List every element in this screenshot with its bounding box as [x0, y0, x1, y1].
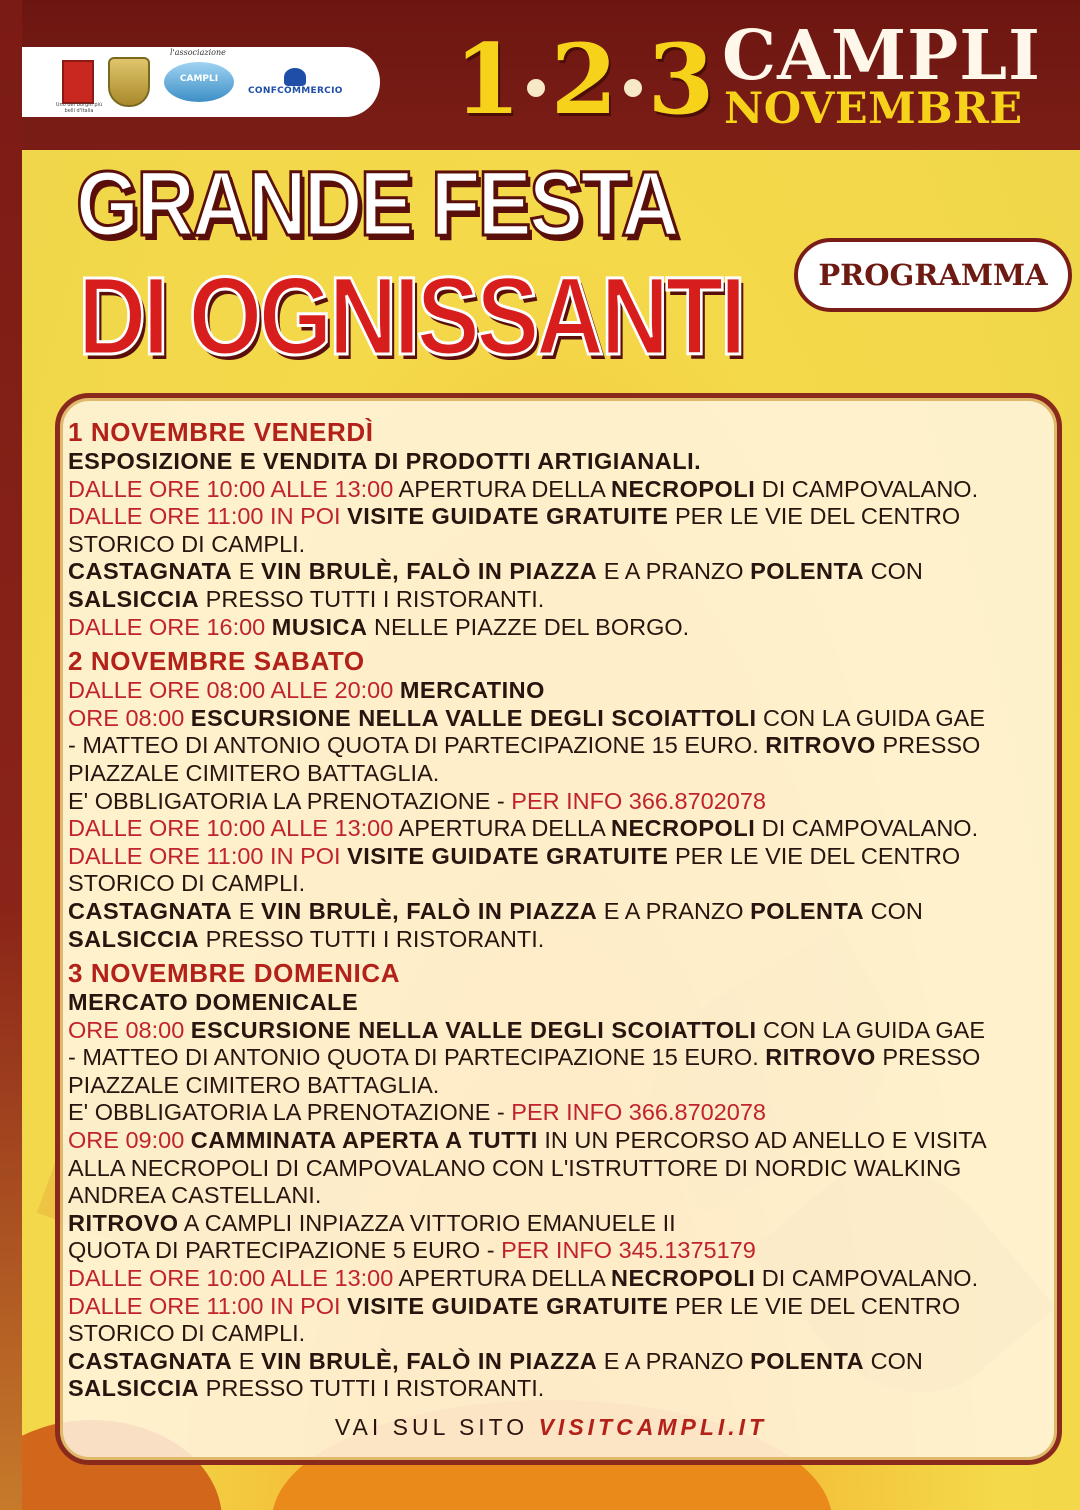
text-segment: CASTAGNATA	[68, 897, 233, 924]
text-segment: E' OBBLIGATORIA LA PRENOTAZIONE -	[68, 1099, 512, 1126]
program-line	[68, 677, 1028, 705]
text-segment: CAMMINATA APERTA A TUTTI	[190, 1127, 538, 1154]
program-line	[68, 1044, 1028, 1072]
text-segment: VISITE GUIDATE GRATUITE	[347, 1292, 669, 1319]
left-border-strip	[0, 0, 22, 1510]
text-segment: VAI SUL SITO	[334, 1414, 539, 1440]
text-segment: E	[232, 1347, 261, 1374]
website-footer	[22, 1414, 1080, 1441]
date-day-1: 1	[454, 23, 521, 136]
text-segment: RITROVO	[765, 1044, 876, 1071]
text-segment: CON	[864, 1347, 923, 1374]
program-line: ANDREA CASTELLANI.	[68, 1182, 322, 1209]
text-segment: PER INFO 366.8702078	[511, 787, 767, 814]
text-segment: DALLE ORE 08:00 ALLE 20:00	[68, 677, 400, 704]
text-segment: RITROVO	[765, 732, 876, 759]
program-line	[68, 1099, 1028, 1127]
text-segment: CASTAGNATA	[68, 1347, 233, 1374]
text-segment: DALLE ORE 10:00 ALLE 13:00	[68, 815, 394, 842]
event-title-line1: GRANDE FESTA	[76, 153, 678, 255]
text-segment: DI CAMPOVALANO.	[755, 815, 979, 842]
text-segment: PRESSO TUTTI I RISTORANTI.	[199, 585, 545, 612]
program-line	[68, 843, 1028, 871]
text-segment: PRESSO TUTTI I RISTORANTI.	[199, 1375, 545, 1402]
text-segment: VIN BRULÈ, FALÒ IN PIAZZA	[261, 558, 598, 585]
text-segment: E A PRANZO	[597, 897, 751, 924]
text-segment: - MATTEO DI ANTONIO QUOTA DI PARTECIPAZIONE 15 EURO.	[68, 732, 766, 759]
program-line	[68, 788, 1028, 816]
text-segment: RITROVO	[68, 1209, 179, 1236]
sponsor-logos	[22, 47, 380, 117]
text-segment: DALLE ORE 16:00	[68, 613, 272, 640]
program-content	[68, 412, 1028, 1403]
text-segment: DALLE ORE 11:00 IN POI	[68, 503, 348, 530]
town-name: CAMPLI	[722, 16, 1041, 96]
day-heading: 3 NOVEMBRE DOMENICA	[68, 958, 401, 989]
text-segment: NECROPOLI	[611, 815, 756, 842]
program-line: STORICO DI CAMPLI.	[68, 530, 306, 557]
program-line	[68, 503, 1028, 531]
month-name: NOVEMBRE	[724, 84, 1023, 134]
text-segment: NECROPOLI	[611, 1265, 756, 1292]
text-segment: ESCURSIONE NELLA VALLE DEGLI SCOIATTOLI	[190, 1016, 757, 1043]
text-segment: VISITE GUIDATE GRATUITE	[347, 503, 669, 530]
text-segment: DALLE ORE 11:00 IN POI	[68, 842, 348, 869]
program-line	[68, 705, 1028, 733]
text-segment: POLENTA	[750, 558, 865, 585]
day-heading: 1 NOVEMBRE VENERDÌ	[68, 417, 374, 447]
text-segment: APERTURA DELLA	[393, 1265, 612, 1292]
program-line	[68, 926, 1028, 954]
programma-badge: PROGRAMMA	[794, 238, 1072, 312]
text-segment: ORE 09:00	[68, 1127, 191, 1154]
chestnut-icon	[624, 79, 642, 97]
eagle-icon	[284, 68, 306, 86]
text-segment: CON	[864, 897, 923, 924]
program-line: PIAZZALE CIMITERO BATTAGLIA.	[68, 1071, 440, 1098]
text-segment: E A PRANZO	[597, 1347, 751, 1374]
text-segment: DALLE ORE 11:00 IN POI	[68, 1292, 348, 1319]
program-line: PIAZZALE CIMITERO BATTAGLIA.	[68, 759, 440, 786]
campli-crest-logo	[108, 57, 150, 107]
event-dates	[454, 20, 714, 140]
text-segment: QUOTA DI PARTECIPAZIONE 5 EURO -	[68, 1237, 502, 1264]
program-line	[68, 1017, 1028, 1045]
text-segment: PER LE VIE DEL CENTRO	[668, 1292, 961, 1319]
program-line	[68, 1348, 1028, 1376]
associazione-logo	[164, 48, 234, 102]
text-segment: PER INFO 366.8702078	[511, 1099, 767, 1126]
text-segment: Uno dei Borghi più belli d'Italia	[55, 102, 103, 114]
text-segment: CASTAGNATA	[68, 558, 233, 585]
text-segment: E A PRANZO	[597, 558, 751, 585]
text-segment: A CAMPLI INPIAZZA VITTORIO EMANUELE II	[178, 1209, 676, 1236]
text-segment: E' OBBLIGATORIA LA PRENOTAZIONE -	[68, 787, 512, 814]
program-line: MERCATO DOMENICALE	[68, 989, 359, 1016]
text-segment: ESCURSIONE NELLA VALLE DEGLI SCOIATTOLI	[190, 704, 757, 731]
text-segment: DI CAMPOVALANO.	[755, 475, 979, 502]
text-segment: CON	[864, 558, 923, 585]
program-line	[68, 1375, 1028, 1403]
program-line	[68, 476, 1028, 504]
text-segment: PRESSO	[875, 732, 981, 759]
date-day-3: 3	[647, 23, 715, 136]
text-segment: APERTURA DELLA	[393, 475, 612, 502]
text-segment: PRESSO	[875, 1044, 981, 1071]
text-segment: PER INFO 345.1375179	[501, 1237, 756, 1264]
text-segment: MUSICA	[271, 613, 368, 640]
confcommercio-logo	[248, 68, 343, 96]
text-segment: IN UN PERCORSO AD ANELLO E VISITA	[537, 1127, 987, 1154]
text-segment: ORE 08:00	[68, 1016, 191, 1043]
text-segment: POLENTA	[750, 897, 865, 924]
text-segment: l'associazione	[170, 48, 226, 57]
text-segment: E	[232, 558, 261, 585]
text-segment: PER LE VIE DEL CENTRO	[668, 503, 961, 530]
text-segment: VIN BRULÈ, FALÒ IN PIAZZA	[261, 897, 598, 924]
program-line	[68, 1237, 1028, 1265]
program-line: STORICO DI CAMPLI.	[68, 1320, 306, 1347]
text-segment: - MATTEO DI ANTONIO QUOTA DI PARTECIPAZIONE 15 EURO.	[68, 1044, 766, 1071]
program-line	[68, 558, 1028, 586]
text-segment: VISITE GUIDATE GRATUITE	[347, 842, 669, 869]
text-segment: DALLE ORE 10:00 ALLE 13:00	[68, 1265, 394, 1292]
day-heading: 2 NOVEMBRE SABATO	[68, 646, 365, 677]
text-segment: NELLE PIAZZE DEL BORGO.	[367, 613, 690, 640]
chestnut-icon	[527, 79, 545, 97]
text-segment: SALSICCIA	[68, 925, 200, 952]
text-segment: CON LA GUIDA GAE	[756, 704, 986, 731]
program-line	[68, 1210, 1028, 1238]
event-title-line2: DI OGNISSANTI	[78, 255, 743, 378]
text-segment: NECROPOLI	[611, 475, 756, 502]
text-segment: SALSICCIA	[68, 1375, 200, 1402]
text-segment: DALLE ORE 10:00 ALLE 13:00	[68, 475, 394, 502]
website-link[interactable]: VISITCAMPLI.IT	[538, 1414, 768, 1440]
program-line	[68, 815, 1028, 843]
text-segment: CON LA GUIDA GAE	[756, 1016, 986, 1043]
program-line	[68, 1127, 1028, 1155]
borghi-logo	[55, 60, 103, 114]
program-line	[68, 1265, 1028, 1293]
text-segment: VIN BRULÈ, FALÒ IN PIAZZA	[261, 1347, 598, 1374]
program-line: STORICO DI CAMPLI.	[68, 870, 306, 897]
text-segment: ORE 08:00	[68, 704, 191, 731]
text-segment: APERTURA DELLA	[393, 815, 612, 842]
program-line: ESPOSIZIONE E VENDITA DI PRODOTTI ARTIGIANALI.	[68, 448, 702, 474]
text-segment: POLENTA	[750, 1347, 865, 1374]
program-line	[68, 614, 1028, 642]
program-line: ALLA NECROPOLI DI CAMPOVALANO CON L'ISTRUTTORE DI NORDIC WALKING	[68, 1154, 962, 1181]
program-line	[68, 898, 1028, 926]
text-segment: DI CAMPOVALANO.	[755, 1265, 979, 1292]
program-line	[68, 586, 1028, 614]
text-segment: MERCATINO	[399, 677, 545, 704]
text-segment: CONFCOMMERCIO	[248, 86, 343, 96]
program-line	[68, 732, 1028, 760]
program-line	[68, 1293, 1028, 1321]
text-segment: PER LE VIE DEL CENTRO	[668, 842, 961, 869]
text-segment: PRESSO TUTTI I RISTORANTI.	[199, 925, 545, 952]
date-day-2: 2	[550, 23, 618, 136]
text-segment: CAMPLI	[179, 74, 219, 84]
text-segment: E	[232, 897, 261, 924]
text-segment: SALSICCIA	[68, 585, 200, 612]
